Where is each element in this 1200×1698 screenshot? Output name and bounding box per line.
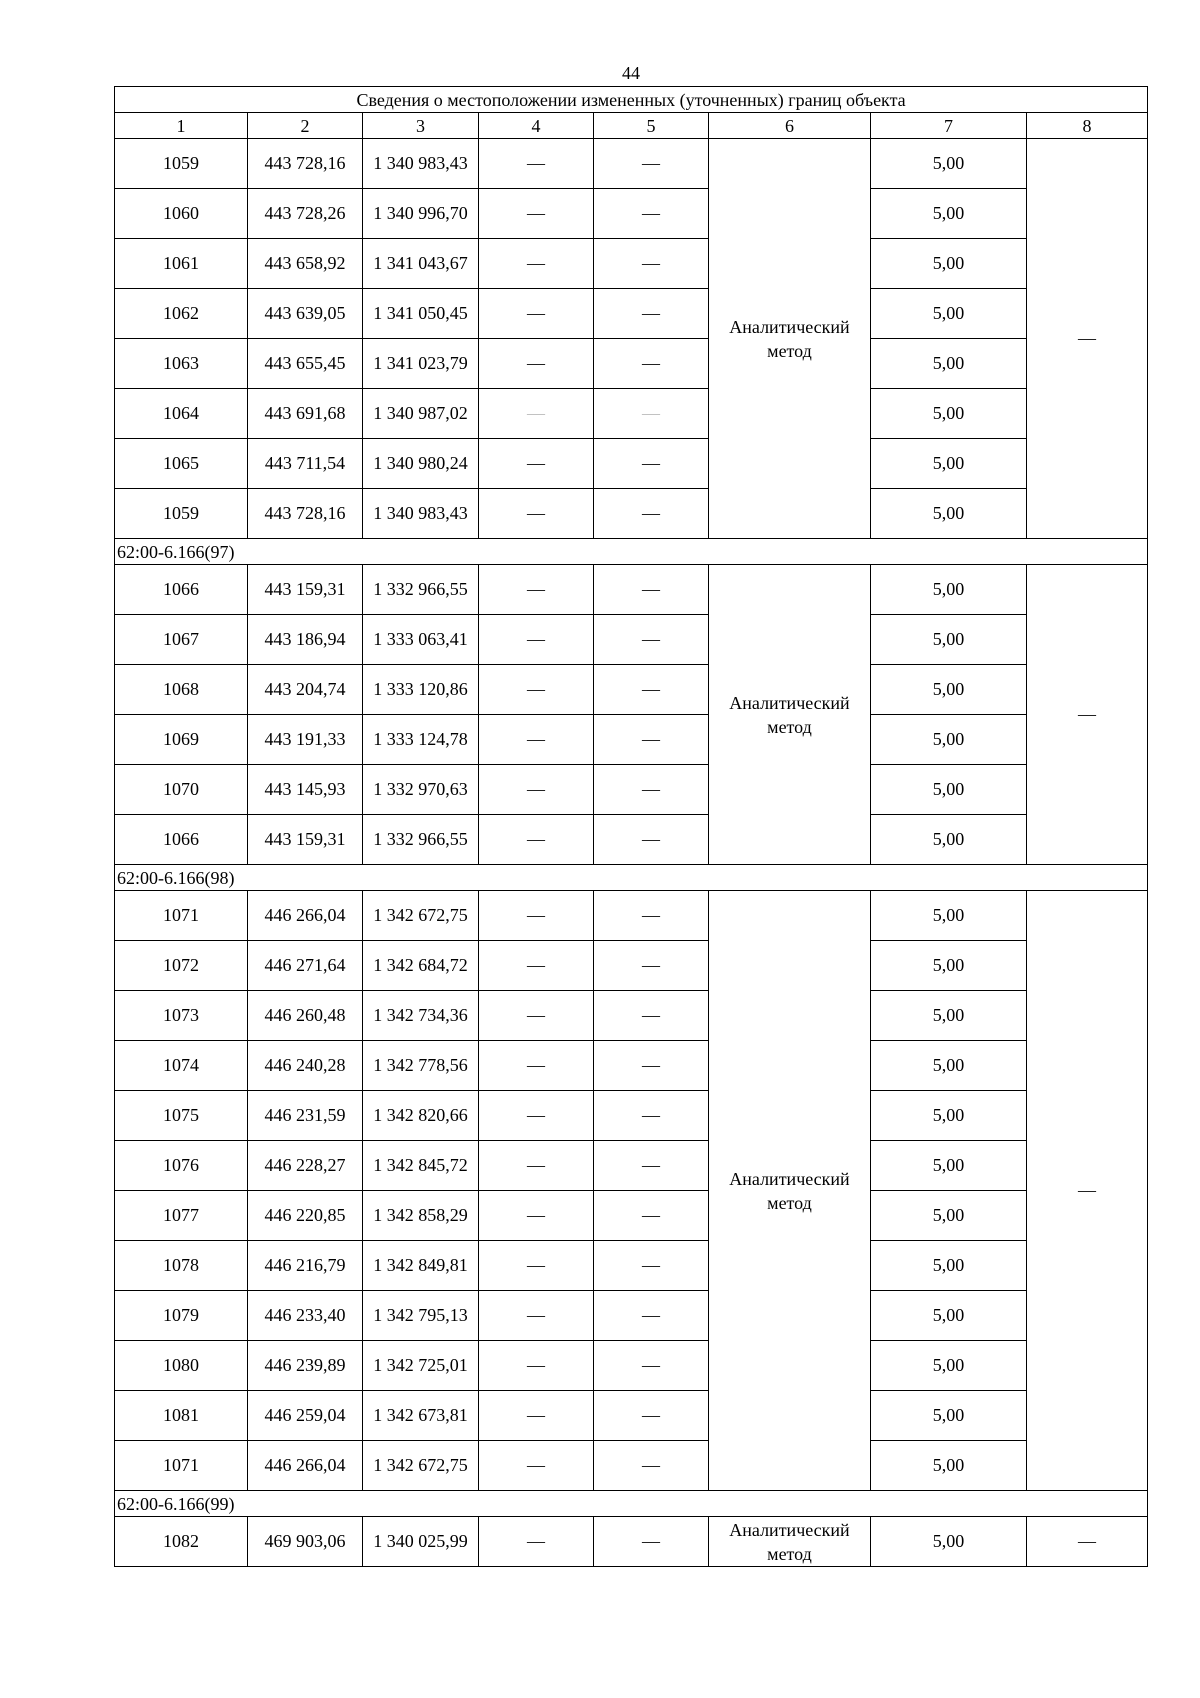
point-number: 1059 <box>115 139 248 189</box>
column-5-value: — <box>594 1241 709 1291</box>
column-number: 2 <box>248 113 363 139</box>
column-7-value: 5,00 <box>871 715 1027 765</box>
coordinate-y: 1 340 980,24 <box>363 439 479 489</box>
column-7-value: 5,00 <box>871 489 1027 539</box>
point-number: 1066 <box>115 565 248 615</box>
column-5-value: — <box>594 1041 709 1091</box>
table-row <box>115 991 1148 1041</box>
coordinate-y: 1 341 023,79 <box>363 339 479 389</box>
coordinate-x: 446 216,79 <box>248 1241 363 1291</box>
coordinate-y: 1 342 778,56 <box>363 1041 479 1091</box>
column-4-value: — <box>479 765 594 815</box>
table-row <box>115 1341 1148 1391</box>
coordinate-y: 1 342 845,72 <box>363 1141 479 1191</box>
column-4-value: — <box>479 615 594 665</box>
table-row <box>115 1141 1148 1191</box>
coordinate-y: 1 340 996,70 <box>363 189 479 239</box>
column-5-value: — <box>594 1391 709 1441</box>
column-5-value: — <box>594 765 709 815</box>
column-number: 3 <box>363 113 479 139</box>
coordinate-x: 443 728,16 <box>248 139 363 189</box>
column-5-value: — <box>594 189 709 239</box>
coordinate-x: 443 728,16 <box>248 489 363 539</box>
coordinate-y: 1 340 983,43 <box>363 489 479 539</box>
coordinate-x: 443 159,31 <box>248 815 363 865</box>
coordinate-y: 1 332 966,55 <box>363 565 479 615</box>
coordinate-x: 443 159,31 <box>248 565 363 615</box>
point-number: 1071 <box>115 1441 248 1491</box>
table-row <box>115 1041 1148 1091</box>
table-title: Сведения о местоположении измененных (уточненных) границ объекта <box>115 87 1148 113</box>
coordinate-x: 446 220,85 <box>248 1191 363 1241</box>
column-numbers-row <box>115 113 1148 139</box>
column-4-value: — <box>479 1141 594 1191</box>
table-row <box>115 565 1148 615</box>
coordinate-x: 446 260,48 <box>248 991 363 1041</box>
column-5-value: — <box>594 289 709 339</box>
determination-method: Аналитический метод <box>709 891 871 1491</box>
column-7-value: 5,00 <box>871 1517 1027 1567</box>
cadastral-number: 62:00-6.166(97) <box>115 539 1148 565</box>
table-row <box>115 139 1148 189</box>
column-7-value: 5,00 <box>871 389 1027 439</box>
coordinate-x: 446 233,40 <box>248 1291 363 1341</box>
point-number: 1072 <box>115 941 248 991</box>
point-number: 1076 <box>115 1141 248 1191</box>
page-number: 44 <box>622 63 640 83</box>
column-5-value: — <box>594 1291 709 1341</box>
determination-method: Аналитический метод <box>709 1517 871 1567</box>
column-7-value: 5,00 <box>871 1341 1027 1391</box>
coordinate-x: 443 204,74 <box>248 665 363 715</box>
point-number: 1077 <box>115 1191 248 1241</box>
column-4-value: — <box>479 339 594 389</box>
point-number: 1081 <box>115 1391 248 1441</box>
column-7-value: 5,00 <box>871 289 1027 339</box>
column-5-value: — <box>594 1091 709 1141</box>
column-7-value: 5,00 <box>871 1141 1027 1191</box>
table-row <box>115 289 1148 339</box>
table-row <box>115 891 1148 941</box>
coordinate-x: 446 239,89 <box>248 1341 363 1391</box>
column-5-value: — <box>594 439 709 489</box>
table-row <box>115 339 1148 389</box>
point-number: 1068 <box>115 665 248 715</box>
point-number: 1065 <box>115 439 248 489</box>
column-5-value: — <box>594 1441 709 1491</box>
column-4-value: — <box>479 139 594 189</box>
table-row <box>115 239 1148 289</box>
coordinate-x: 443 639,05 <box>248 289 363 339</box>
point-number: 1078 <box>115 1241 248 1291</box>
column-5-value: — <box>594 891 709 941</box>
column-7-value: 5,00 <box>871 565 1027 615</box>
point-number: 1062 <box>115 289 248 339</box>
column-5-value: — <box>594 389 709 439</box>
coordinate-x: 446 240,28 <box>248 1041 363 1091</box>
column-4-value: — <box>479 1341 594 1391</box>
boundary-table <box>114 86 1148 1567</box>
column-7-value: 5,00 <box>871 1391 1027 1441</box>
column-8-value: — <box>1027 891 1148 1491</box>
column-4-value: — <box>479 1241 594 1291</box>
column-5-value: — <box>594 615 709 665</box>
cadastral-section-row <box>115 1491 1148 1517</box>
column-4-value: — <box>479 1391 594 1441</box>
column-4-value: — <box>479 239 594 289</box>
column-number: 7 <box>871 113 1027 139</box>
coordinate-y: 1 342 672,75 <box>363 891 479 941</box>
coordinate-y: 1 342 849,81 <box>363 1241 479 1291</box>
column-5-value: — <box>594 1191 709 1241</box>
column-7-value: 5,00 <box>871 1091 1027 1141</box>
column-5-value: — <box>594 991 709 1041</box>
coordinate-y: 1 342 684,72 <box>363 941 479 991</box>
column-8-value: — <box>1027 139 1148 539</box>
table-row <box>115 665 1148 715</box>
point-number: 1060 <box>115 189 248 239</box>
coordinate-y: 1 340 983,43 <box>363 139 479 189</box>
coordinate-y: 1 342 795,13 <box>363 1291 479 1341</box>
determination-method: Аналитический метод <box>709 139 871 539</box>
coordinate-x: 443 711,54 <box>248 439 363 489</box>
column-number: 8 <box>1027 113 1148 139</box>
coordinate-y: 1 332 970,63 <box>363 765 479 815</box>
point-number: 1075 <box>115 1091 248 1141</box>
coordinate-x: 446 259,04 <box>248 1391 363 1441</box>
column-4-value: — <box>479 489 594 539</box>
column-number: 1 <box>115 113 248 139</box>
coordinate-y: 1 341 050,45 <box>363 289 479 339</box>
column-7-value: 5,00 <box>871 1291 1027 1341</box>
column-4-value: — <box>479 439 594 489</box>
coordinate-x: 446 266,04 <box>248 891 363 941</box>
column-4-value: — <box>479 715 594 765</box>
coordinate-x: 446 231,59 <box>248 1091 363 1141</box>
coordinate-x: 443 655,45 <box>248 339 363 389</box>
cadastral-number: 62:00-6.166(98) <box>115 865 1148 891</box>
coordinate-y: 1 340 987,02 <box>363 389 479 439</box>
column-5-value: — <box>594 815 709 865</box>
coordinate-x: 469 903,06 <box>248 1517 363 1567</box>
column-5-value: — <box>594 489 709 539</box>
coordinate-x: 443 658,92 <box>248 239 363 289</box>
cadastral-number: 62:00-6.166(99) <box>115 1491 1148 1517</box>
coordinate-y: 1 341 043,67 <box>363 239 479 289</box>
point-number: 1071 <box>115 891 248 941</box>
point-number: 1059 <box>115 489 248 539</box>
point-number: 1074 <box>115 1041 248 1091</box>
point-number: 1063 <box>115 339 248 389</box>
coordinate-x: 446 228,27 <box>248 1141 363 1191</box>
point-number: 1079 <box>115 1291 248 1341</box>
column-7-value: 5,00 <box>871 1041 1027 1091</box>
column-4-value: — <box>479 941 594 991</box>
column-7-value: 5,00 <box>871 665 1027 715</box>
column-5-value: — <box>594 665 709 715</box>
coordinate-x: 443 728,26 <box>248 189 363 239</box>
table-row <box>115 1091 1148 1141</box>
coordinate-x: 443 691,68 <box>248 389 363 439</box>
table-row <box>115 1291 1148 1341</box>
coordinate-x: 443 191,33 <box>248 715 363 765</box>
table-row <box>115 1391 1148 1441</box>
coordinate-y: 1 342 672,75 <box>363 1441 479 1491</box>
table-row <box>115 489 1148 539</box>
column-7-value: 5,00 <box>871 891 1027 941</box>
column-number: 5 <box>594 113 709 139</box>
column-5-value: — <box>594 1141 709 1191</box>
coordinate-y: 1 332 966,55 <box>363 815 479 865</box>
table-row <box>115 715 1148 765</box>
table-row <box>115 1241 1148 1291</box>
column-5-value: — <box>594 715 709 765</box>
column-4-value: — <box>479 991 594 1041</box>
column-7-value: 5,00 <box>871 815 1027 865</box>
column-7-value: 5,00 <box>871 439 1027 489</box>
column-5-value: — <box>594 565 709 615</box>
column-number: 6 <box>709 113 871 139</box>
point-number: 1069 <box>115 715 248 765</box>
coordinate-y: 1 342 725,01 <box>363 1341 479 1391</box>
column-7-value: 5,00 <box>871 941 1027 991</box>
point-number: 1080 <box>115 1341 248 1391</box>
table-row <box>115 615 1148 665</box>
column-7-value: 5,00 <box>871 139 1027 189</box>
column-5-value: — <box>594 239 709 289</box>
coordinate-y: 1 333 124,78 <box>363 715 479 765</box>
coordinate-x: 443 145,93 <box>248 765 363 815</box>
column-4-value: — <box>479 1191 594 1241</box>
column-4-value: — <box>479 815 594 865</box>
column-4-value: — <box>479 1291 594 1341</box>
column-4-value: — <box>479 1041 594 1091</box>
column-8-value: — <box>1027 565 1148 865</box>
table-row <box>115 1441 1148 1491</box>
column-5-value: — <box>594 339 709 389</box>
column-4-value: — <box>479 565 594 615</box>
column-7-value: 5,00 <box>871 1191 1027 1241</box>
point-number: 1082 <box>115 1517 248 1567</box>
table-title-row <box>115 87 1148 113</box>
table-row <box>115 941 1148 991</box>
column-7-value: 5,00 <box>871 1241 1027 1291</box>
point-number: 1067 <box>115 615 248 665</box>
table-row <box>115 815 1148 865</box>
determination-method: Аналитический метод <box>709 565 871 865</box>
column-4-value: — <box>479 189 594 239</box>
coordinate-y: 1 342 858,29 <box>363 1191 479 1241</box>
column-8-value: — <box>1027 1517 1148 1567</box>
coordinate-y: 1 333 063,41 <box>363 615 479 665</box>
table-row <box>115 189 1148 239</box>
column-7-value: 5,00 <box>871 339 1027 389</box>
point-number: 1066 <box>115 815 248 865</box>
column-4-value: — <box>479 1091 594 1141</box>
column-5-value: — <box>594 1517 709 1567</box>
coordinate-y: 1 333 120,86 <box>363 665 479 715</box>
column-4-value: — <box>479 1517 594 1567</box>
point-number: 1061 <box>115 239 248 289</box>
column-number: 4 <box>479 113 594 139</box>
column-5-value: — <box>594 1341 709 1391</box>
column-7-value: 5,00 <box>871 991 1027 1041</box>
coordinate-x: 446 266,04 <box>248 1441 363 1491</box>
table-row <box>115 439 1148 489</box>
table-row <box>115 1517 1148 1567</box>
column-7-value: 5,00 <box>871 615 1027 665</box>
column-4-value: — <box>479 389 594 439</box>
table-body <box>115 87 1148 1567</box>
column-5-value: — <box>594 941 709 991</box>
column-7-value: 5,00 <box>871 1441 1027 1491</box>
column-7-value: 5,00 <box>871 765 1027 815</box>
cadastral-section-row <box>115 865 1148 891</box>
coordinate-x: 446 271,64 <box>248 941 363 991</box>
coordinate-y: 1 342 734,36 <box>363 991 479 1041</box>
coordinate-x: 443 186,94 <box>248 615 363 665</box>
coordinate-y: 1 340 025,99 <box>363 1517 479 1567</box>
table-row <box>115 1191 1148 1241</box>
cadastral-section-row <box>115 539 1148 565</box>
column-4-value: — <box>479 289 594 339</box>
point-number: 1073 <box>115 991 248 1041</box>
column-4-value: — <box>479 665 594 715</box>
column-7-value: 5,00 <box>871 239 1027 289</box>
column-4-value: — <box>479 1441 594 1491</box>
table-row <box>115 389 1148 439</box>
column-5-value: — <box>594 139 709 189</box>
table-row <box>115 765 1148 815</box>
column-4-value: — <box>479 891 594 941</box>
point-number: 1070 <box>115 765 248 815</box>
coordinate-y: 1 342 820,66 <box>363 1091 479 1141</box>
column-7-value: 5,00 <box>871 189 1027 239</box>
coordinate-y: 1 342 673,81 <box>363 1391 479 1441</box>
point-number: 1064 <box>115 389 248 439</box>
